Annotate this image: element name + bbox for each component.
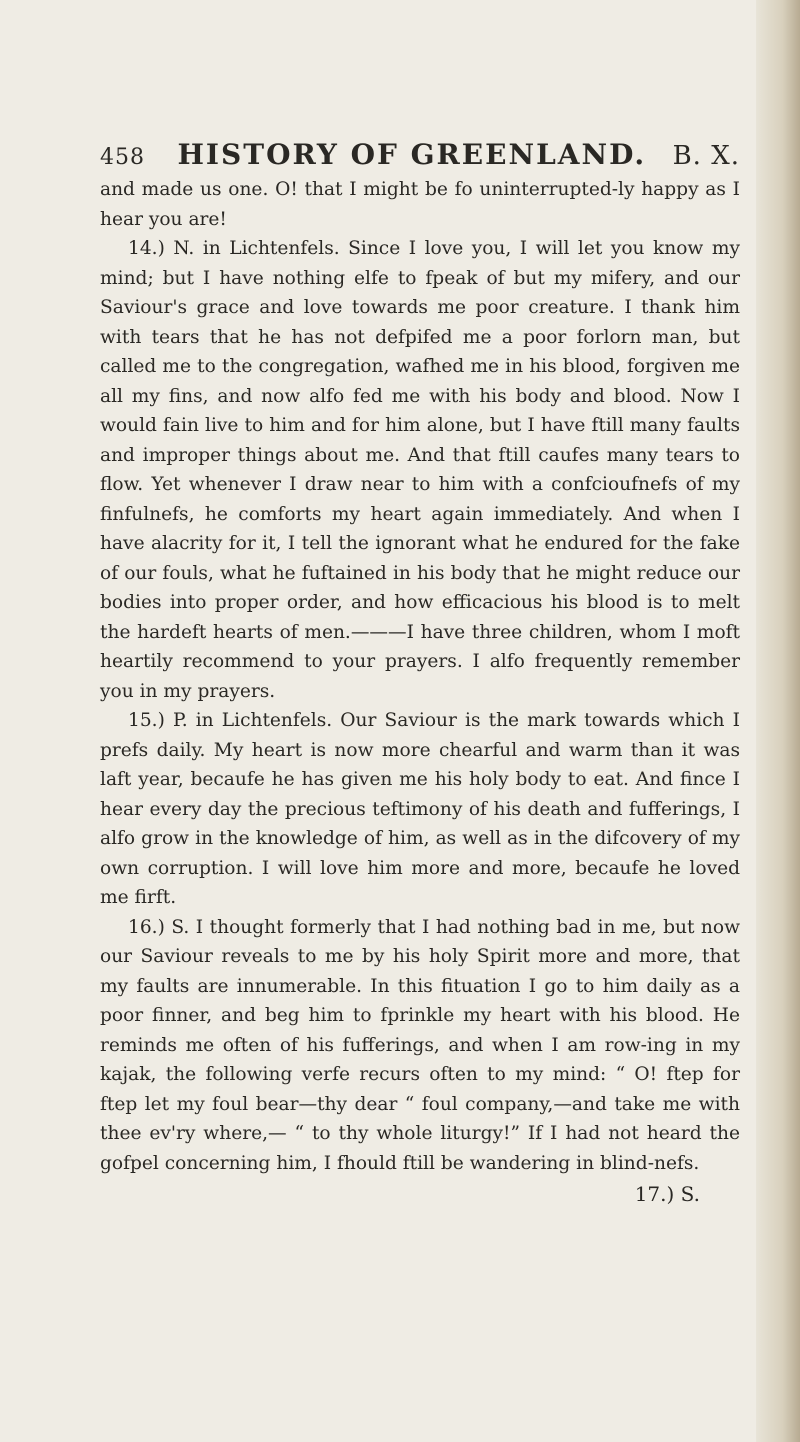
- page-number: 458: [100, 145, 145, 170]
- signature-mark: B. X.: [672, 141, 740, 171]
- page-title: HISTORY OF GREENLAND.: [177, 138, 647, 171]
- catchword: 17.) S.: [634, 1182, 700, 1206]
- running-header: [100, 138, 740, 171]
- page-edge: [756, 0, 800, 1442]
- paragraph-continuation: and made us one. O! that I might be fo uninterrupted-ly happy as I hear you are!: [100, 179, 740, 230]
- paragraph-entry-16: 16.) S. I thought formerly that I had nothing bad in me, but now our Saviour reveals to me by his holy Spirit more and more, that my faults are innumerable. In this fituation I go to him daily as a poor finner, and beg him to fprinkle my heart with his blood. He reminds me often of his fufferings, and when I am row-ing in my kajak, the following verfe recurs often to my mind: “ O! ftep for ftep let my foul bear—thy dear “ foul company,—and take me with thee ev'ry where,— “ to thy whole liturgy!” If I had not heard the gofpel concerning him, I fhould ftill be wandering in blind-nefs.: [100, 916, 740, 1174]
- body-text: [100, 175, 740, 1178]
- paragraph-entry-15: 15.) P. in Lichtenfels. Our Saviour is the mark towards which I prefs daily. My heart is now more chearful and warm than it was laft year, becaufe he has given me his holy body to eat. And fince I hear every day the precious teftimony of his death and fufferings, I alfo grow in the knowledge of him, as well as in the difcovery of my own corruption. I will love him more and more, becaufe he loved me firft.: [100, 710, 740, 908]
- book-page: [100, 138, 740, 1206]
- paragraph-entry-14: 14.) N. in Lichtenfels. Since I love you, I will let you know my mind; but I have nothing elfe to fpeak of but my mifery, and our Saviour's grace and love towards me poor creature. I thank him with tears that he has not defpifed me a poor forlorn man, but called me to the congregation, wafhed me in his blood, forgiven me all my fins, and now alfo fed me with his body and blood. Now I would fain live to him and for him alone, but I have ftill many faults and improper things about me. And that ftill caufes many tears to flow. Yet whenever I draw near to him with a confcioufnefs of my finfulnefs, he comforts my heart again immediately. And when I have alacrity for it, I tell the ignorant what he endured for the fake of our fouls, what he fuftained in his body that he might reduce our bodies into proper order, and how efficacious his blood is to melt the hardeft hearts of men.———I have three children, whom I moft heartily recommend to your prayers. I alfo frequently remember you in my prayers.: [100, 238, 740, 702]
